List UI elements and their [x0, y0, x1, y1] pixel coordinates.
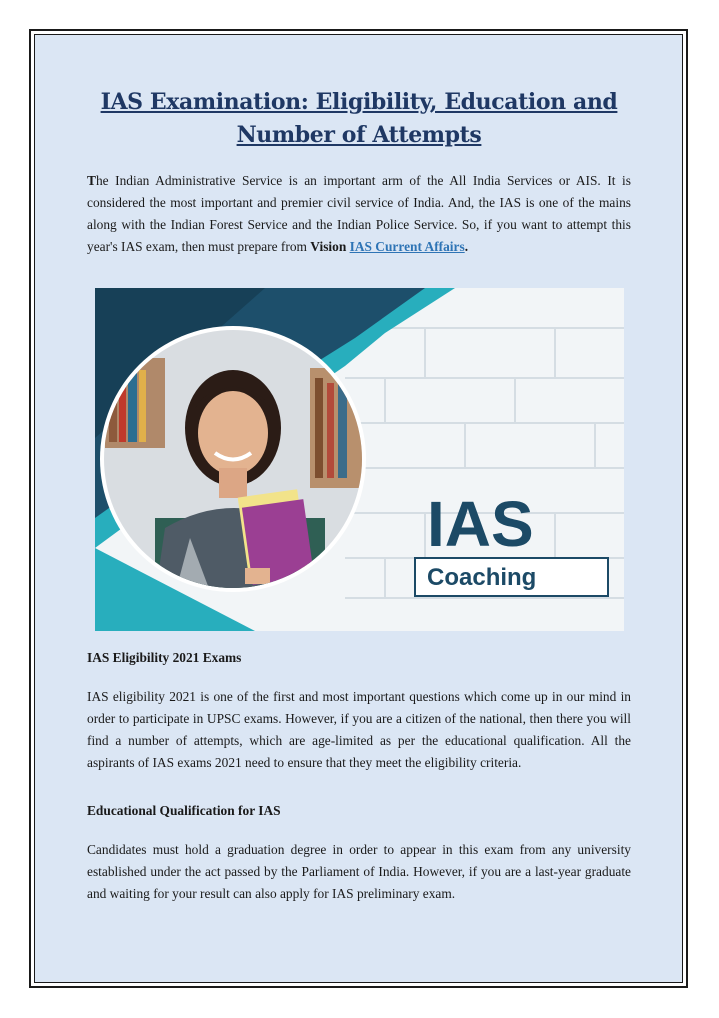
- banner-logo-text: IAS: [427, 488, 534, 560]
- section-heading-education: Educational Qualification for IAS: [87, 803, 281, 818]
- section-heading-eligibility: IAS Eligibility 2021 Exams: [87, 650, 242, 665]
- banner-logo-subtext: Coaching: [427, 564, 537, 591]
- banner-illustration: [95, 288, 624, 631]
- page-title: IAS Examination: Eligibility, Education and Number of Attempts: [100, 89, 618, 148]
- intro-end: .: [464, 239, 469, 254]
- section-body-eligibility: IAS eligibility 2021 is one of the first and most important questions which come up in our mind in order to participate in UPSC exams. However, if you are a citizen of the national, then there you will find a number of attempts, which are age-limited as per the educational qualification. All the aspirants of IAS exams 2021 need to ensure that they meet the eligibility criteria.: [87, 689, 631, 770]
- intro-paragraph: [87, 170, 631, 258]
- section-body-education: Candidates must hold a graduation degree in order to appear in this exam from any university established under the act passed by the Parliament of India. However, if you are a last-year graduate and waiting for your result can also apply for IAS preliminary exam.: [87, 842, 631, 901]
- ias-current-affairs-link[interactable]: IAS Current Affairs: [349, 239, 465, 254]
- intro-bold-word: Vision: [310, 239, 347, 254]
- ias-coaching-banner: [95, 288, 624, 631]
- intro-dropcap: T: [87, 173, 96, 188]
- intro-text: he Indian Administrative Service is an important arm of the All India Services or AIS. It is considered the most important and premier civil service of India. And, the IAS is one of the mains along with the Indian Forest Service and the Indian Police Service. So, if you want to attempt this year's IAS exam, then must prepare from: [87, 173, 631, 254]
